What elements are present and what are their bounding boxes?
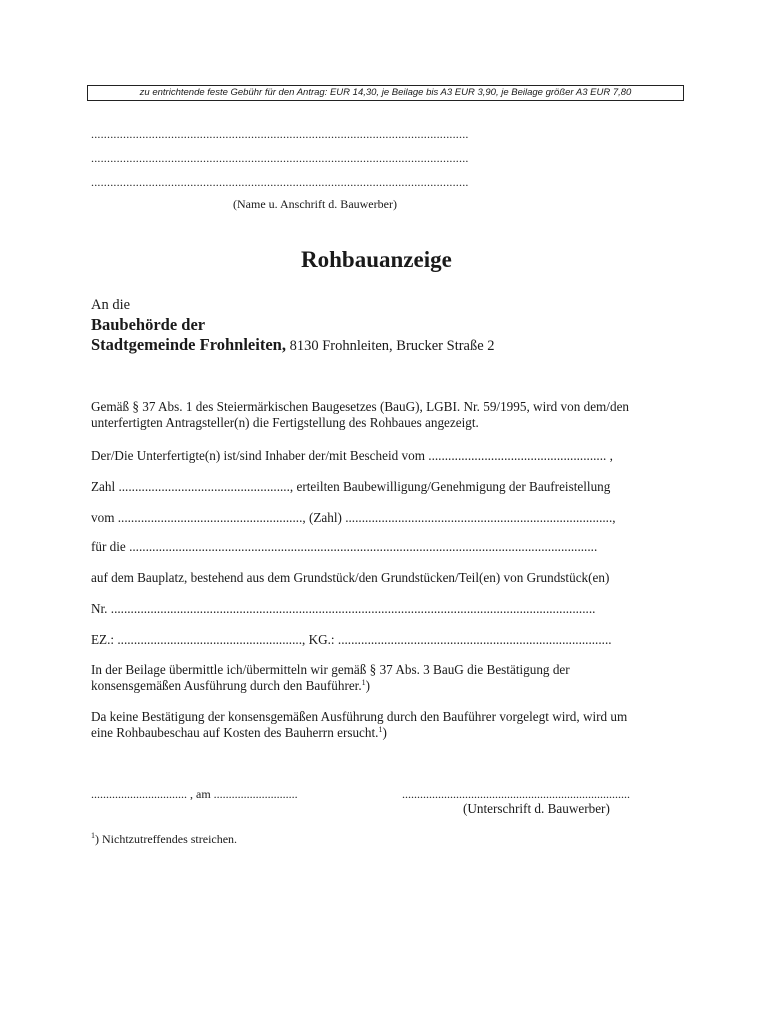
footnote — [91, 832, 237, 847]
bauplatz-line: auf dem Bauplatz, bestehend aus dem Grundstück/den Grundstücken/Teil(en) von Grundstück(en) — [91, 570, 610, 585]
zahl-line[interactable]: Zahl ...................................................., erteilten Baubewilligung/Genehmigung der Baufreistellung — [91, 479, 611, 494]
grundstueck-nr-line[interactable]: Nr. ................................................................................................................................................... — [91, 601, 596, 616]
applicant-line-2[interactable]: ...................................................................................................................... — [91, 151, 469, 165]
applicant-caption: (Name u. Anschrift d. Bauwerber) — [233, 197, 397, 211]
intro-line-1: Gemäß § 37 Abs. 1 des Steiermärkischen Baugesetzes (BauG), LGBI. Nr. 59/1995, wird von dem/den — [91, 399, 630, 414]
signature-line[interactable]: ............................................................................ — [402, 787, 630, 801]
beilage-line-1: In der Beilage übermittle ich/übermitteln wir gemäß § 37 Abs. 3 BauG die Bestätigung der — [91, 662, 570, 677]
applicant-line-3[interactable]: ...................................................................................................................... — [91, 175, 469, 189]
beschau-line-2-text: eine Rohbaubeschau auf Kosten des Bauherrn ersucht. — [91, 725, 379, 740]
owner-decision-line[interactable]: Der/Die Unterfertigte(n) ist/sind Inhaber der/mit Bescheid vom ...................................................... , — [91, 448, 613, 463]
beilage-line-2-text: konsensgemäßen Ausführung durch den Bauführer. — [91, 678, 362, 693]
beschau-line-2 — [91, 725, 387, 741]
intro-line-2: unterfertigten Antragsteller(n) die Fertigstellung des Rohbaues angezeigt. — [91, 415, 479, 430]
recipient-municipality-line — [91, 335, 495, 355]
signature-caption: (Unterschrift d. Bauwerber) — [463, 801, 610, 816]
beilage-line-2 — [91, 678, 370, 694]
fuer-die-line[interactable]: für die .............................................................................................................................................. — [91, 539, 598, 554]
fee-notice-text: zu entrichtende feste Gebühr für den Antrag: EUR 14,30, je Beilage bis A3 EUR 3,90, je Beilage größer A3 EUR 7,80 — [139, 87, 632, 98]
fee-notice-box — [87, 85, 684, 101]
document-title: Rohbauanzeige — [301, 247, 452, 272]
vom-zahl-line[interactable]: vom ........................................................, (Zahl) ................................................................................., — [91, 510, 616, 525]
footnote-ref-2-close: ) — [382, 725, 387, 740]
recipient-municipality: Stadtgemeinde Frohnleiten, — [91, 335, 286, 354]
footnote-text: ) Nichtzutreffendes streichen. — [95, 832, 238, 846]
applicant-line-1[interactable]: ...................................................................................................................... — [91, 127, 469, 141]
recipient-address: 8130 Frohnleiten, Brucker Straße 2 — [285, 338, 495, 354]
recipient-authority: Baubehörde der — [91, 315, 206, 334]
place-date-field[interactable]: ................................ , am ............................ — [91, 787, 298, 801]
ez-kg-line[interactable]: EZ.: ........................................................, KG.: ................................................................................... — [91, 632, 612, 647]
footnote-ref-1: 1 — [361, 678, 366, 687]
recipient-an-die: An die — [91, 297, 131, 313]
footnote-ref-2: 1 — [378, 725, 383, 734]
footnote-mark: 1 — [91, 831, 95, 840]
footnote-ref-1-close: ) — [365, 678, 371, 693]
beschau-line-1: Da keine Bestätigung der konsensgemäßen Ausführung durch den Bauführer vorgelegt wird, wird um — [91, 709, 628, 724]
